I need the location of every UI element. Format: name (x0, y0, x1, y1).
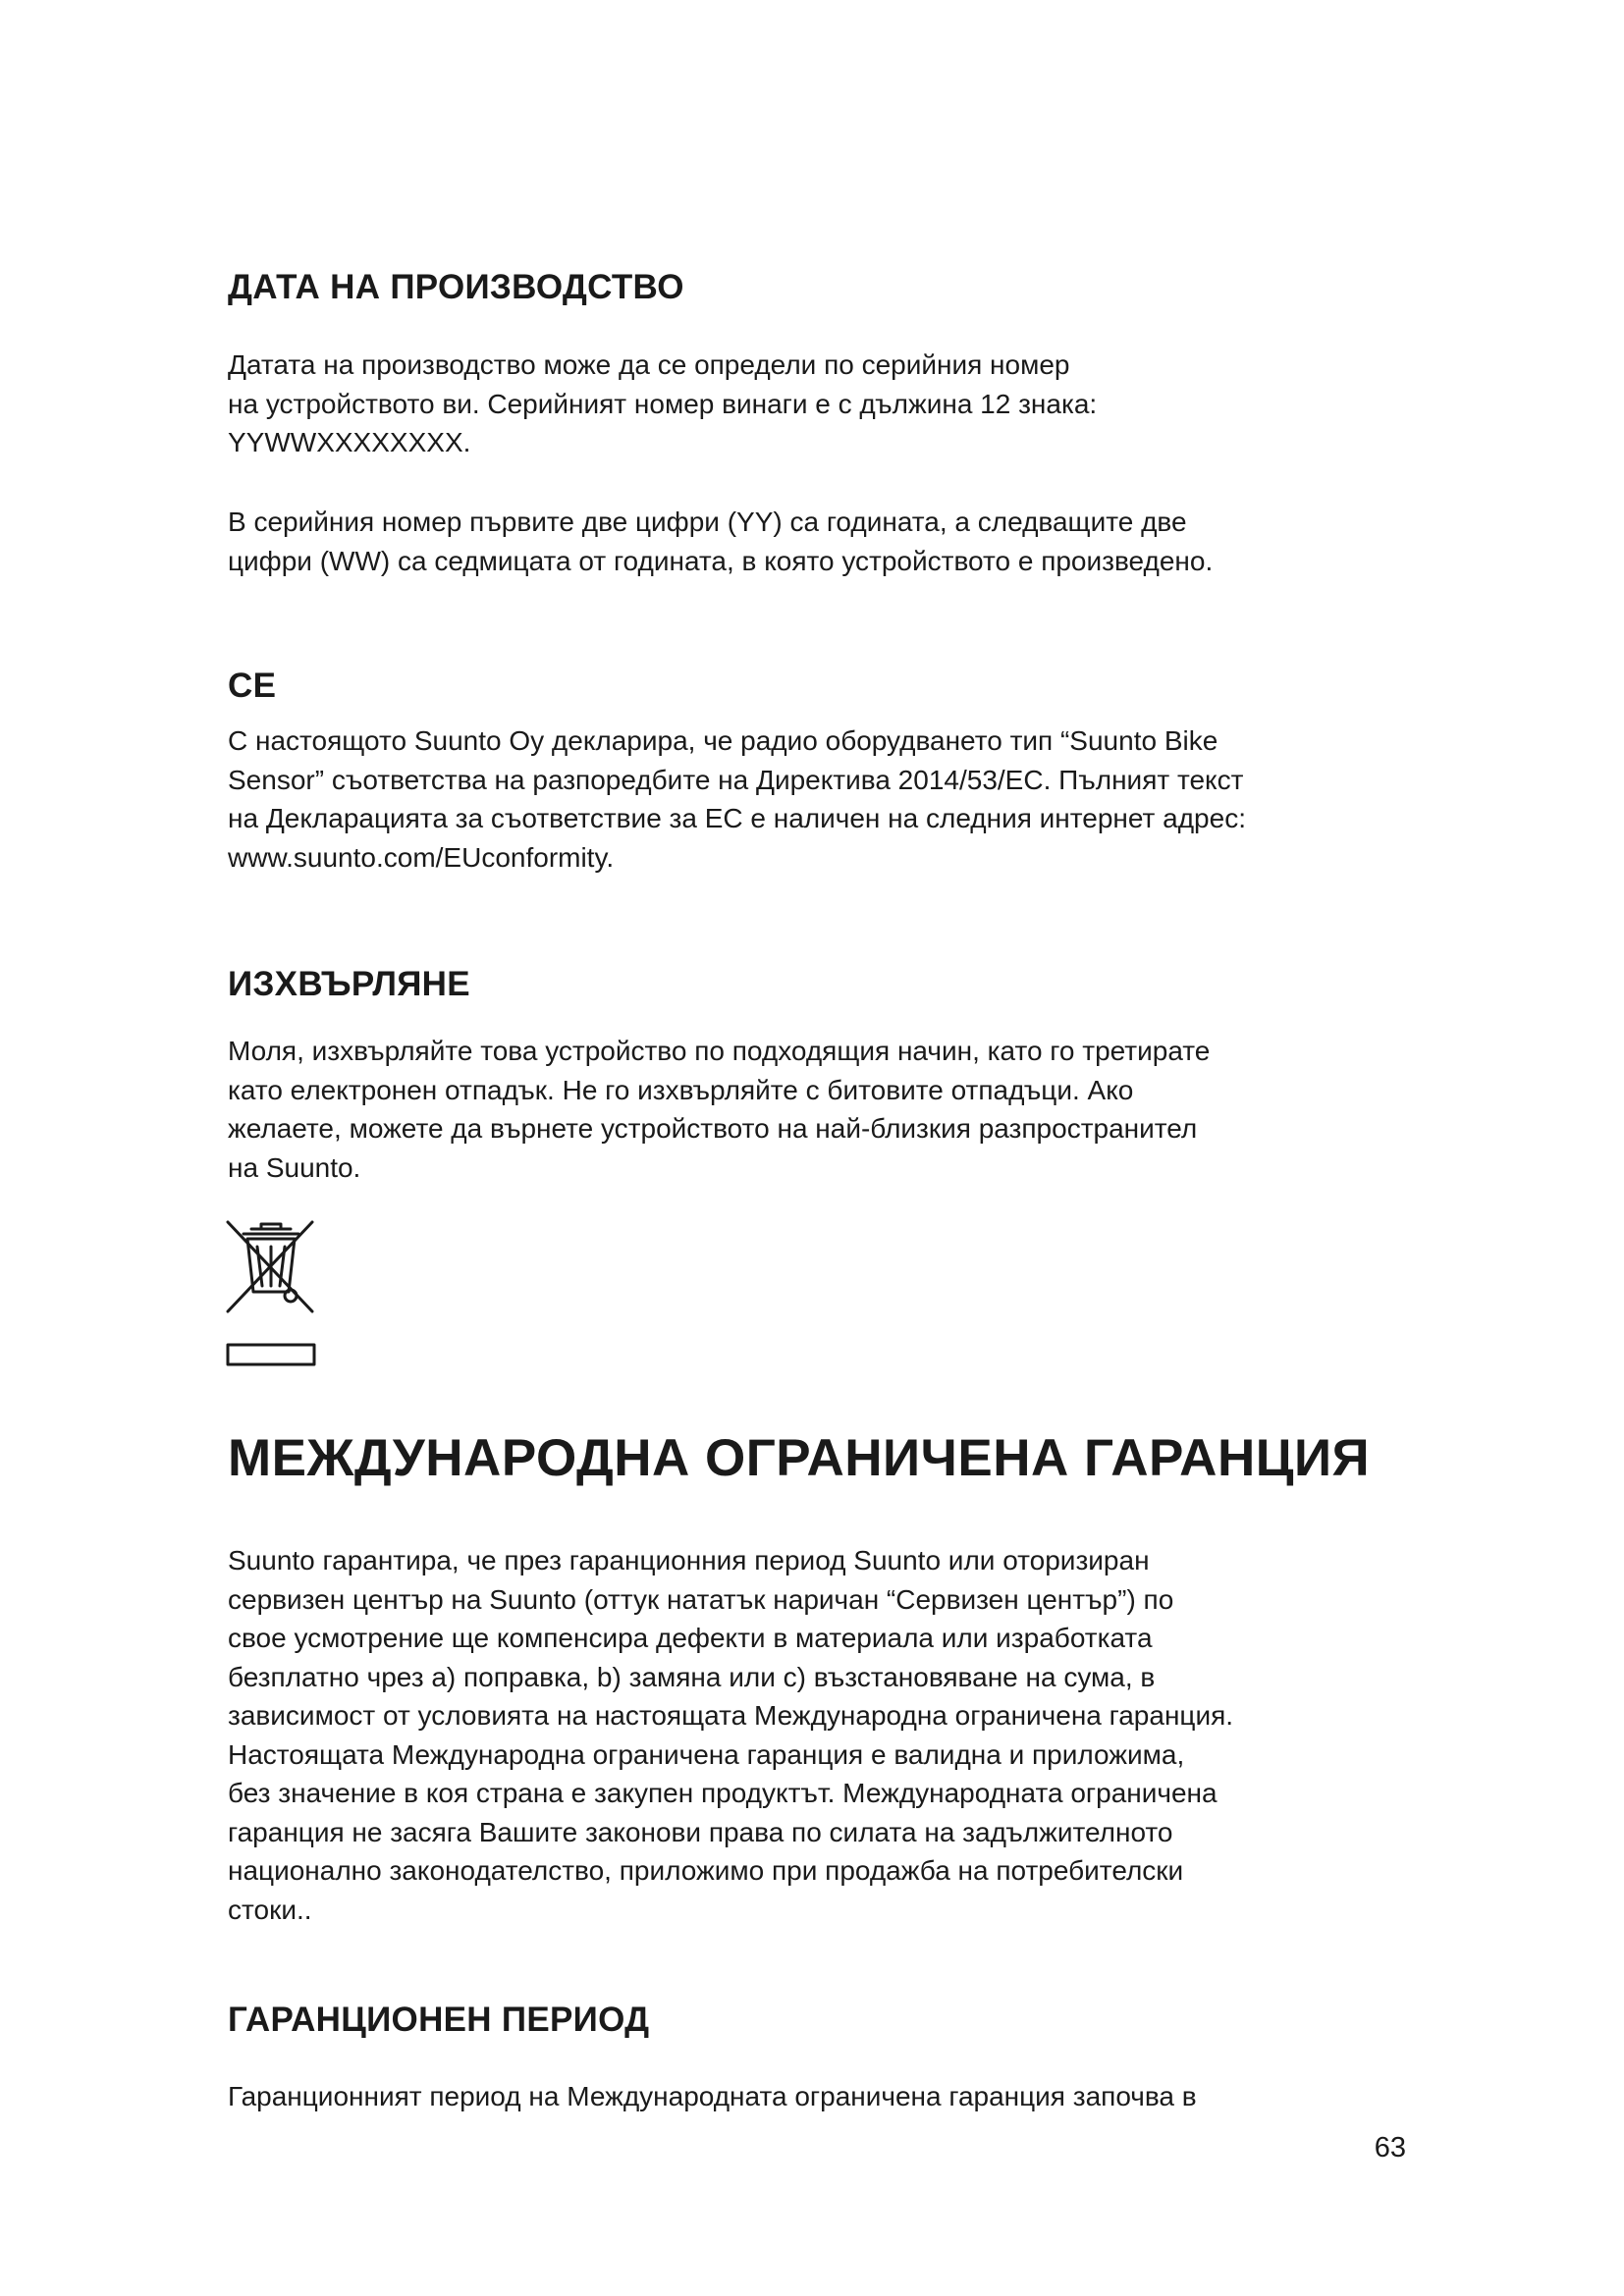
weee-crossed-bin-icon (222, 1217, 320, 1374)
section-heading-disposal: ИЗХВЪРЛЯНЕ (228, 965, 470, 1003)
section-heading-warranty-period: ГАРАНЦИОНЕН ПЕРИОД (228, 2001, 650, 2039)
text-line: без значение в коя страна е закупен продуктът. Международната ограничена (228, 1778, 1218, 1808)
page-number: 63 (1374, 2132, 1406, 2163)
section-heading-ce: CE (228, 667, 277, 705)
text-line: Моля, изхвърляйте това устройство по подходящия начин, като го третирате (228, 1036, 1211, 1066)
text-line: В серийния номер първите две цифри (YY) са годината, а следващите две (228, 507, 1187, 537)
text-line: цифри (WW) са седмицата от годината, в която устройството е произведено. (228, 545, 1214, 576)
text-line: на Декларацията за съответствие за ЕС е наличен на следния интернет адрес: (228, 803, 1246, 833)
manufacture-date-paragraph-2 (228, 503, 1445, 580)
text-line: www.suunto.com/EUconformity. (228, 841, 615, 873)
page-title-warranty: МЕЖДУНАРОДНА ОГРАНИЧЕНА ГАРАНЦИЯ (228, 1429, 1371, 1487)
warranty-paragraph (228, 1541, 1445, 1929)
text-line: гаранция не засяга Вашите законови права по силата на задължителното (228, 1816, 1173, 1847)
text-line: сервизен център на Suunto (оттук нататък наричан “Сервизен център”) по (228, 1583, 1174, 1615)
text-line: Suunto гарантира, че през гаранционния период Suunto или оторизиран (228, 1545, 1150, 1575)
text-line: Датата на производство може да се определи по серийния номер (228, 349, 1070, 380)
text-line: YYWWXXXXXXXX. (228, 427, 471, 457)
text-line: на Suunto. (228, 1151, 361, 1183)
text-line: национално законодателство, приложимо при продажба на потребителски (228, 1855, 1184, 1886)
text-line: Sensor” съответства на разпоредбите на Директива 2014/53/EC. Пълният текст (228, 764, 1244, 795)
manufacture-date-paragraph-1 (228, 346, 1445, 462)
disposal-paragraph (228, 1032, 1445, 1187)
text-line: зависимост от условията на настоящата Международна ограничена гаранция. (228, 1700, 1234, 1731)
warranty-period-paragraph (228, 2077, 1445, 2116)
text-line: Гаранционният период на Международната ограничена гаранция започва в (228, 2081, 1197, 2111)
text-line: С настоящото Suunto Oy декларира, че радио оборудването тип “Suunto Bike (228, 725, 1218, 756)
text-line: Настоящата Международна ограничена гаранция е валидна и приложима, (228, 1738, 1185, 1770)
text-line: като електронен отпадък. Не го изхвърляйте с битовите отпадъци. Ако (228, 1074, 1134, 1105)
text-line: стоки.. (228, 1894, 312, 1925)
section-heading-manufacture-date: ДАТА НА ПРОИЗВОДСТВО (228, 268, 684, 306)
text-line: желаете, можете да върнете устройството на най-близкия разпространител (228, 1113, 1198, 1144)
text-line: свое усмотрение ще компенсира дефекти в материала или изработката (228, 1623, 1153, 1653)
text-line: безплатно чрез a) поправка, b) замяна или c) възстановяване на сума, в (228, 1661, 1156, 1692)
text-line: на устройството ви. Серийният номер винаги е с дължина 12 знака: (228, 388, 1098, 419)
ce-paragraph (228, 721, 1445, 877)
